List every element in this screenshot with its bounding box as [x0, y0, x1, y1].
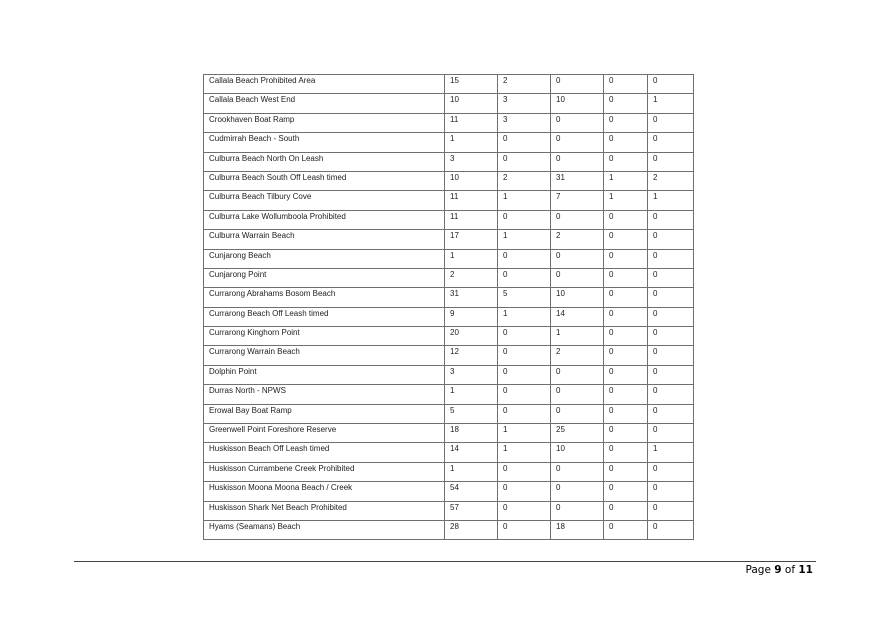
value-cell-c4: 0: [604, 288, 648, 307]
value-cell-c4: 0: [604, 230, 648, 249]
value-cell-c4: 0: [604, 462, 648, 481]
current-page: 9: [774, 564, 782, 576]
value-cell-c2: 0: [498, 365, 551, 384]
table-row: [204, 307, 694, 326]
table-row: [204, 520, 694, 539]
value-cell-c3: 0: [551, 462, 604, 481]
table-row: [204, 75, 694, 94]
value-cell-c4: 0: [604, 385, 648, 404]
value-cell-c1: 3: [445, 152, 498, 171]
value-cell-c3: 10: [551, 443, 604, 462]
table-row: [204, 210, 694, 229]
value-cell-c5: 0: [648, 113, 694, 132]
value-cell-c3: 0: [551, 365, 604, 384]
value-cell-c5: 1: [648, 94, 694, 113]
value-cell-c3: 0: [551, 501, 604, 520]
value-cell-c3: 0: [551, 75, 604, 94]
location-cell: Currarong Beach Off Leash timed: [204, 307, 445, 326]
value-cell-c4: 0: [604, 424, 648, 443]
table-row: [204, 152, 694, 171]
location-cell: Cunjarong Beach: [204, 249, 445, 268]
value-cell-c5: 0: [648, 307, 694, 326]
value-cell-c2: 0: [498, 404, 551, 423]
location-cell: Culburra Beach South Off Leash timed: [204, 171, 445, 190]
value-cell-c3: 31: [551, 171, 604, 190]
value-cell-c2: 0: [498, 501, 551, 520]
value-cell-c3: 0: [551, 133, 604, 152]
location-cell: Culburra Beach North On Leash: [204, 152, 445, 171]
value-cell-c4: 0: [604, 482, 648, 501]
value-cell-c3: 25: [551, 424, 604, 443]
table-row: [204, 268, 694, 287]
table-row: [204, 365, 694, 384]
value-cell-c3: 10: [551, 94, 604, 113]
value-cell-c5: 0: [648, 482, 694, 501]
table-row: [204, 346, 694, 365]
location-cell: Culburra Lake Wollumboola Prohibited: [204, 210, 445, 229]
value-cell-c5: 0: [648, 230, 694, 249]
table-row: [204, 171, 694, 190]
value-cell-c3: 0: [551, 249, 604, 268]
value-cell-c5: 0: [648, 462, 694, 481]
beach-data-table: [203, 74, 694, 540]
value-cell-c2: 5: [498, 288, 551, 307]
value-cell-c4: 1: [604, 171, 648, 190]
value-cell-c3: 0: [551, 113, 604, 132]
table-row: [204, 385, 694, 404]
value-cell-c2: 0: [498, 210, 551, 229]
value-cell-c2: 0: [498, 152, 551, 171]
value-cell-c1: 9: [445, 307, 498, 326]
value-cell-c2: 0: [498, 268, 551, 287]
table-row: [204, 94, 694, 113]
value-cell-c2: 0: [498, 133, 551, 152]
value-cell-c3: 1: [551, 327, 604, 346]
value-cell-c5: 0: [648, 268, 694, 287]
table-row: [204, 501, 694, 520]
value-cell-c2: 0: [498, 346, 551, 365]
location-cell: Cudmirrah Beach - South: [204, 133, 445, 152]
location-cell: Culburra Beach Tilbury Cove: [204, 191, 445, 210]
location-cell: Culburra Warrain Beach: [204, 230, 445, 249]
value-cell-c1: 5: [445, 404, 498, 423]
value-cell-c4: 0: [604, 152, 648, 171]
value-cell-c1: 10: [445, 171, 498, 190]
value-cell-c1: 11: [445, 113, 498, 132]
value-cell-c3: 10: [551, 288, 604, 307]
value-cell-c5: 0: [648, 327, 694, 346]
value-cell-c4: 0: [604, 94, 648, 113]
value-cell-c2: 0: [498, 520, 551, 539]
table-row: [204, 424, 694, 443]
value-cell-c3: 0: [551, 210, 604, 229]
value-cell-c1: 2: [445, 268, 498, 287]
value-cell-c1: 15: [445, 75, 498, 94]
value-cell-c2: 1: [498, 191, 551, 210]
value-cell-c4: 0: [604, 346, 648, 365]
total-pages: 11: [798, 564, 813, 576]
table-row: [204, 462, 694, 481]
value-cell-c5: 0: [648, 520, 694, 539]
location-cell: Dolphin Point: [204, 365, 445, 384]
page-number: [745, 564, 813, 576]
value-cell-c5: 1: [648, 191, 694, 210]
table-body: [204, 75, 694, 540]
location-cell: Currarong Kinghorn Point: [204, 327, 445, 346]
value-cell-c5: 1: [648, 443, 694, 462]
value-cell-c1: 20: [445, 327, 498, 346]
value-cell-c1: 18: [445, 424, 498, 443]
location-cell: Durras North - NPWS: [204, 385, 445, 404]
value-cell-c5: 0: [648, 75, 694, 94]
location-cell: Callala Beach West End: [204, 94, 445, 113]
table-row: [204, 113, 694, 132]
value-cell-c4: 0: [604, 327, 648, 346]
table-row: [204, 327, 694, 346]
value-cell-c1: 11: [445, 210, 498, 229]
value-cell-c4: 0: [604, 249, 648, 268]
value-cell-c4: 0: [604, 75, 648, 94]
value-cell-c2: 0: [498, 327, 551, 346]
value-cell-c3: 0: [551, 385, 604, 404]
footer-divider: [74, 561, 816, 562]
value-cell-c2: 1: [498, 230, 551, 249]
value-cell-c2: 0: [498, 462, 551, 481]
value-cell-c4: 0: [604, 520, 648, 539]
location-cell: Huskisson Beach Off Leash timed: [204, 443, 445, 462]
value-cell-c1: 31: [445, 288, 498, 307]
value-cell-c5: 0: [648, 501, 694, 520]
value-cell-c3: 18: [551, 520, 604, 539]
value-cell-c4: 0: [604, 404, 648, 423]
page-word: Page: [745, 564, 771, 576]
value-cell-c5: 0: [648, 133, 694, 152]
value-cell-c5: 0: [648, 288, 694, 307]
value-cell-c4: 0: [604, 365, 648, 384]
value-cell-c2: 1: [498, 424, 551, 443]
location-cell: Callala Beach Prohibited Area: [204, 75, 445, 94]
value-cell-c4: 0: [604, 113, 648, 132]
value-cell-c2: 3: [498, 113, 551, 132]
table-row: [204, 443, 694, 462]
location-cell: Erowal Bay Boat Ramp: [204, 404, 445, 423]
value-cell-c1: 54: [445, 482, 498, 501]
value-cell-c1: 11: [445, 191, 498, 210]
location-cell: Crookhaven Boat Ramp: [204, 113, 445, 132]
value-cell-c1: 10: [445, 94, 498, 113]
value-cell-c1: 57: [445, 501, 498, 520]
location-cell: Currarong Abrahams Bosom Beach: [204, 288, 445, 307]
value-cell-c4: 0: [604, 307, 648, 326]
value-cell-c1: 1: [445, 385, 498, 404]
table-row: [204, 191, 694, 210]
value-cell-c1: 1: [445, 462, 498, 481]
value-cell-c2: 3: [498, 94, 551, 113]
value-cell-c5: 0: [648, 365, 694, 384]
value-cell-c2: 0: [498, 385, 551, 404]
location-cell: Huskisson Currambene Creek Prohibited: [204, 462, 445, 481]
of-word: of: [784, 564, 796, 576]
value-cell-c4: 1: [604, 191, 648, 210]
table-row: [204, 230, 694, 249]
value-cell-c4: 0: [604, 133, 648, 152]
location-cell: Huskisson Shark Net Beach Prohibited: [204, 501, 445, 520]
value-cell-c2: 0: [498, 249, 551, 268]
table-row: [204, 249, 694, 268]
value-cell-c1: 1: [445, 133, 498, 152]
value-cell-c3: 0: [551, 404, 604, 423]
value-cell-c1: 1: [445, 249, 498, 268]
value-cell-c5: 0: [648, 404, 694, 423]
value-cell-c4: 0: [604, 443, 648, 462]
table-row: [204, 404, 694, 423]
value-cell-c3: 0: [551, 482, 604, 501]
value-cell-c2: 1: [498, 307, 551, 326]
value-cell-c2: 2: [498, 75, 551, 94]
value-cell-c5: 0: [648, 249, 694, 268]
value-cell-c5: 0: [648, 152, 694, 171]
value-cell-c5: 2: [648, 171, 694, 190]
value-cell-c1: 12: [445, 346, 498, 365]
value-cell-c5: 0: [648, 385, 694, 404]
value-cell-c5: 0: [648, 346, 694, 365]
value-cell-c3: 14: [551, 307, 604, 326]
value-cell-c3: 7: [551, 191, 604, 210]
value-cell-c3: 0: [551, 152, 604, 171]
value-cell-c1: 3: [445, 365, 498, 384]
value-cell-c2: 0: [498, 482, 551, 501]
value-cell-c3: 2: [551, 230, 604, 249]
value-cell-c3: 0: [551, 268, 604, 287]
location-cell: Greenwell Point Foreshore Reserve: [204, 424, 445, 443]
value-cell-c3: 2: [551, 346, 604, 365]
value-cell-c4: 0: [604, 268, 648, 287]
value-cell-c2: 1: [498, 443, 551, 462]
value-cell-c1: 28: [445, 520, 498, 539]
value-cell-c5: 0: [648, 210, 694, 229]
location-cell: Cunjarong Point: [204, 268, 445, 287]
table-row: [204, 288, 694, 307]
value-cell-c4: 0: [604, 210, 648, 229]
table-row: [204, 482, 694, 501]
location-cell: Huskisson Moona Moona Beach / Creek: [204, 482, 445, 501]
value-cell-c5: 0: [648, 424, 694, 443]
value-cell-c1: 14: [445, 443, 498, 462]
value-cell-c1: 17: [445, 230, 498, 249]
value-cell-c2: 2: [498, 171, 551, 190]
table-row: [204, 133, 694, 152]
location-cell: Currarong Warrain Beach: [204, 346, 445, 365]
value-cell-c4: 0: [604, 501, 648, 520]
location-cell: Hyams (Seamans) Beach: [204, 520, 445, 539]
